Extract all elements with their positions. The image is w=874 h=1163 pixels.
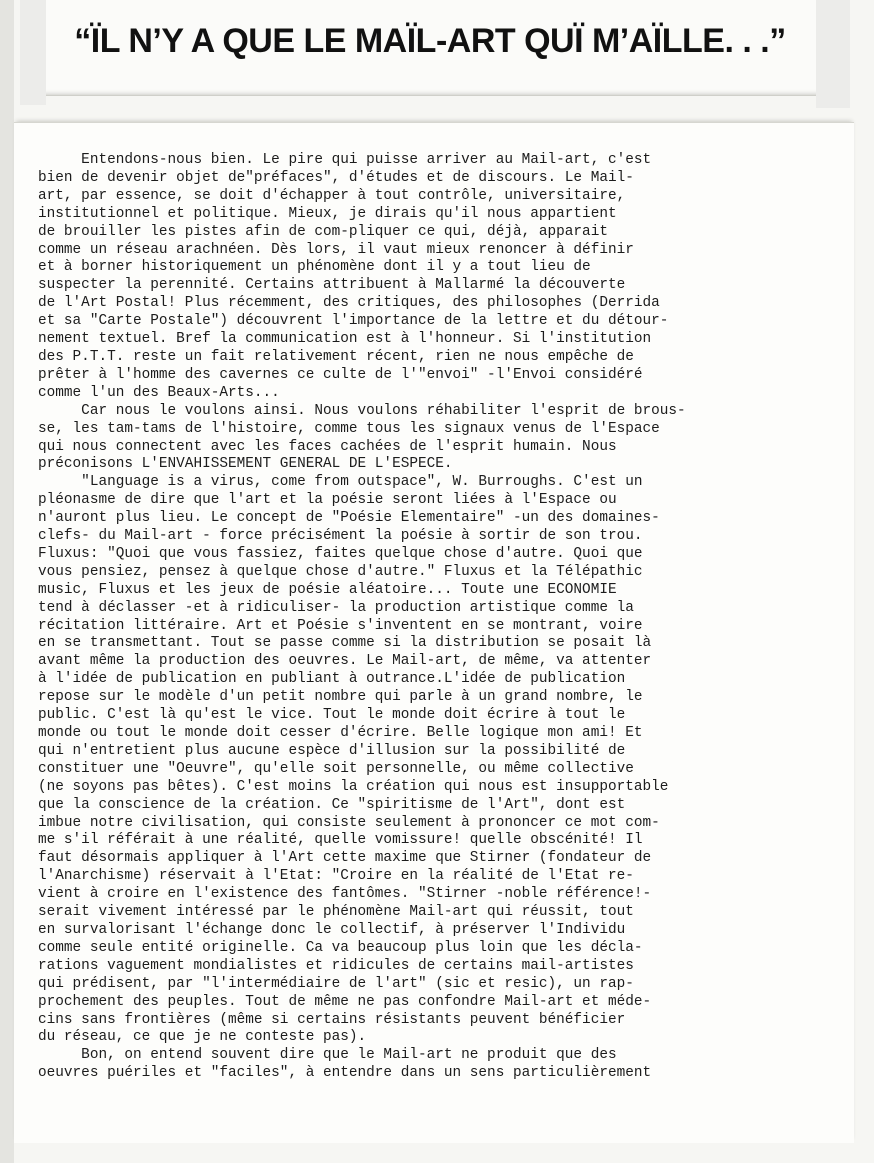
body-text: Entendons-nous bien. Le pire qui puisse arriver au Mail-art, c'est bien de devenir objet de"préfaces", d'études et de discours. Le Mail- art, par essence, se doit d'échapper à tout contrôle, universitaire, institutionnel et politique. Mieux, je dirais qu'il nous appartient de brouiller les pistes afin de com-pliquer ce qui, déjà, apparait comme un réseau arachnéen. Dès lors, il vaut mieux renoncer à définir et à borner historiquement un phénomène dont il y a tout lieu de suspecter la perennité. Certains attribuent à Mallarmé la découverte de l'Art Postal! Plus récemment, des critiques, des philosophes (Derrida et sa "Carte Postale") découvrent l'importance de la lettre et du détour- nement textuel. Bref la communication est à l'honneur. Si l'institution des P.T.T. reste un fait relativement récent, rien ne nous empêche de prêter à l'homme des cavernes ce culte de l'"envoi" -l'Envoi considéré comme l'un des Beaux-Arts... Car nous le voulons ainsi. Nous voulons réhabiliter l'esprit de brous- se, les tam-tams de l'histoire, comme tous les signaux venus de l'Espace qui nous connectent avec les faces cachées de l'esprit humain. Nous préconisons L'ENVAHISSEMENT GENERAL DE L'ESPECE. "Language is a virus, come from outspace", W. Burroughs. C'est un pléonasme de dire que l'art et la poésie seront liées à l'Espace ou n'auront plus lieu. Le concept de "Poésie Elementaire" -un des domaines- clefs- du Mail-art - force précisément la poésie à sortir de son trou. Fluxus: "Quoi que vous fassiez, faites quelque chose d'autre. Quoi que vous pensiez, pensez à quelque chose d'autre." Fluxus et la Télépathic music, Fluxus et les jeux de poésie aléatoire... Toute une ECONOMIE tend à déclasser -et à ridiculiser- la production artistique comme la récitation littéraire. Art et Poésie s'inventent en se montrant, voire en se transmettant. Tout se passe comme si la distribution se posait là avant même la production des oeuvres. Le Mail-art, de même, va attenter à l'idée de publication en publiant à outrance.L'idée de publication repose sur le modèle d'un petit nombre qui parle à un grand nombre, le public. C'est là qu'est le vice. Tout le monde doit écrire à tout le monde ou tout le monde doit cesser d'écrire. Belle logique mon ami! Et qui n'entretient plus aucune espèce d'illusion sur la possibilité de constituer une "Oeuvre", qu'elle soit personnelle, ou même collective (ne soyons pas bêtes). C'est moins la création qui nous est insupportable que la conscience de la création. Ce "spiritisme de l'Art", dont est imbue notre civilisation, qui consiste seulement à prononcer ce mot com- me s'il référait à une réalité, quelle vomissure! quelle obscénité! Il faut désormais appliquer à l'Art cette maxime que Stirner (fondateur de l'Anarchisme) réservait à l'Etat: "Croire en la réalité de l'Etat re- vient à croire en l'existence des fantômes. "Stirner -noble référence!- serait vivement intéressé par le phénomène Mail-art qui réussit, tout en survalorisant l'échange donc le collectif, à préserver l'Individu comme seule entité originelle. Ca va beaucoup plus loin que les décla- rations vaguement mondialistes et ridicules de certains mail-artistes qui prédisent, par "l'intermédiaire de l'art" (sic et resic), un rap- prochement des peuples. Tout de même ne pas confondre Mail-art et méde- cins sans frontières (même si certains résistants peuvent bénéficier du réseau, ce que je ne conteste pas). Bon, on entend souvent dire que le Mail-art ne produit que des oeuvres puériles et "faciles", à entendre dans un sens particulièrement (38, 152, 686, 1082)
banner-edge-left (20, 0, 46, 105)
banner-edge-right (816, 0, 850, 108)
scan-edge (0, 0, 14, 1163)
page-title: “ÏL N’Y A QUE LE MAÏL-ART QUÏ M’AÏLLE. . .” (74, 22, 786, 60)
